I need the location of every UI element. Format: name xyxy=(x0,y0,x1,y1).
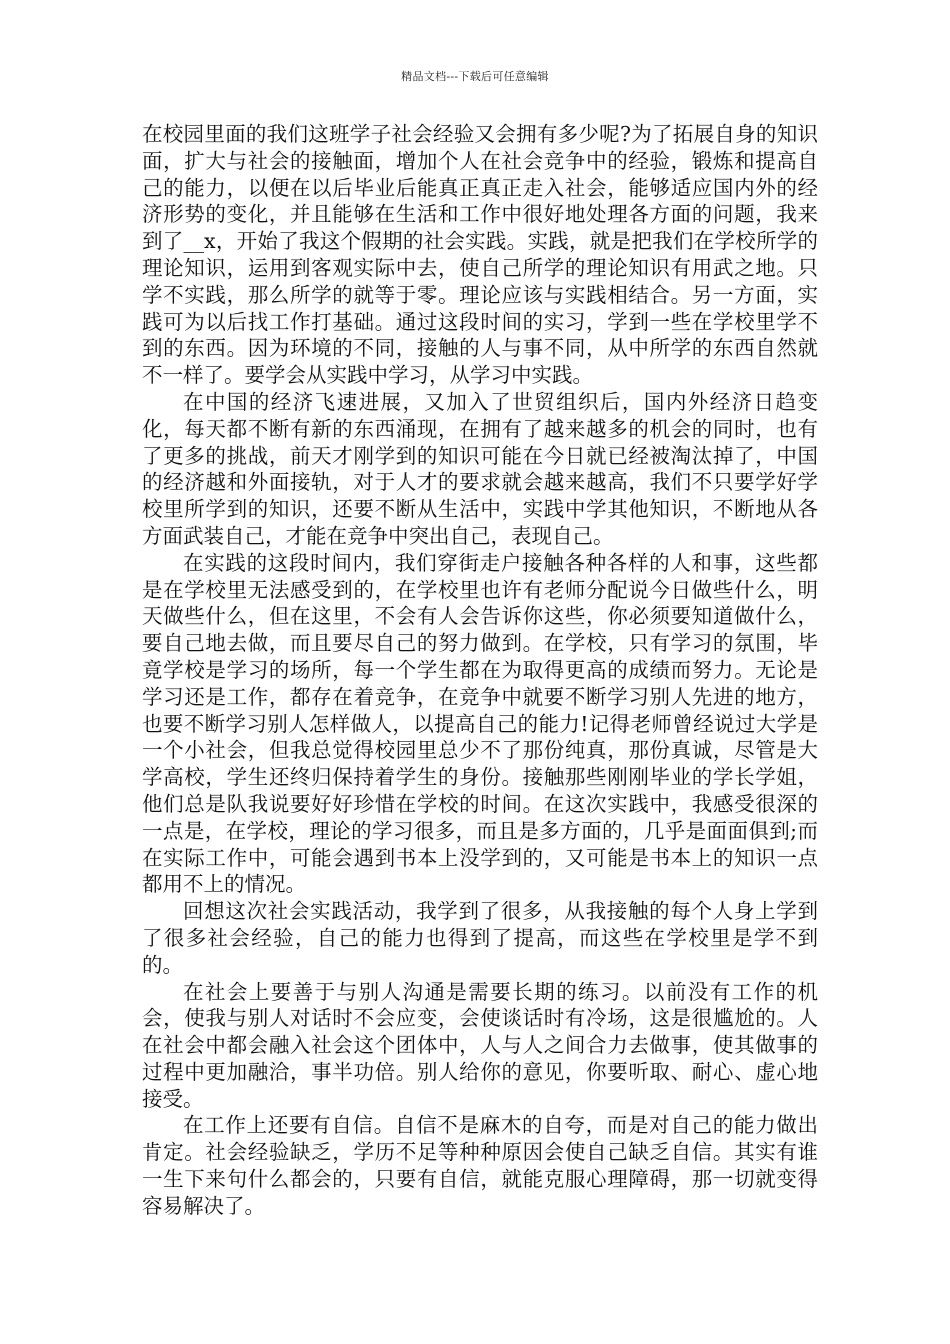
paragraph-4: 回想这次社会实践活动，我学到了很多，从我接触的每个人身上学到了很多社会经验，自己的能力也得到了提高，而这些在学校里是学不到的。 xyxy=(142,899,818,977)
paragraph-5: 在社会上要善于与别人沟通是需要长期的练习。以前没有工作的机会，使我与别人对话时不会应变，会使谈话时有冷场，这是很尴尬的。人在社会中都会融入社会这个团体中，人与人之间合力去做事，使其做事的过程中更加融洽，事半功倍。别人给你的意见，你要听取、耐心、虚心地接受。 xyxy=(142,979,818,1111)
paragraph-3: 在实践的这段时间内，我们穿街走户接触各种各样的人和事，这些都是在学校里无法感受到的，在学校里也许有老师分配说今日做些什么，明天做些什么，但在这里，不会有人会告诉你这些，你必须要知道做什么，要自己地去做，而且要尽自己的努力做到。在学校，只有学习的氛围，毕竟学校是学习的场所，每一个学生都在为取得更高的成绩而努力。无论是学习还是工作，都存在着竞争，在竞争中就要不断学习别人先进的地方，也要不断学习别人怎样做人，以提高自己的能力!记得老师曾经说过大学是一个小社会，但我总觉得校园里总少不了那份纯真，那份真诚，尽管是大学高校，学生还终归保持着学生的身份。接触那些刚刚毕业的学长学姐，他们总是队我说要好好珍惜在学校的时间。在这次实践中，我感受很深的一点是，在学校，理论的学习很多，而且是多方面的，几乎是面面俱到;而在实际工作中，可能会遇到书本上没学到的，又可能是书本上的知识一点都用不上的情况。 xyxy=(142,550,818,897)
document-body xyxy=(142,121,818,1220)
page-header: 精品文档---下载后可任意编辑 xyxy=(401,70,549,83)
paragraph-6: 在工作上还要有自信。自信不是麻木的自夸，而是对自己的能力做出肯定。社会经验缺乏，学历不足等种种原因会使自己缺乏自信。其实有谁一生下来句什么都会的，只要有自信，就能克服心理障碍，那一切就变得容易解决了。 xyxy=(142,1113,818,1218)
paragraph-1: 在校园里面的我们这班学子社会经验又会拥有多少呢?为了拓展自身的知识面，扩大与社会的接触面，增加个人在社会竞争中的经验，锻炼和提高自己的能力，以便在以后毕业后能真正真正走入社会，能够适应国内外的经济形势的变化，并且能够在生活和工作中很好地处理各方面的问题，我来到了__x，开始了我这个假期的社会实践。实践，就是把我们在学校所学的理论知识，运用到客观实际中去，使自己所学的理论知识有用武之地。只学不实践，那么所学的就等于零。理论应该与实践相结合。另一方面，实践可为以后找工作打基础。通过这段时间的实习，学到一些在学校里学不到的东西。因为环境的不同，接触的人与事不同，从中所学的东西自然就不一样了。要学会从实践中学习，从学习中实践。 xyxy=(142,122,818,388)
paragraph-2: 在中国的经济飞速进展，又加入了世贸组织后，国内外经济日趋变化，每天都不断有新的东西涌现，在拥有了越来越多的机会的同时，也有了更多的挑战，前天才刚学到的知识可能在今日就已经被淘汰掉了，中国的经济越和外面接轨，对于人才的要求就会越来越高，我们不只要学好学校里所学到的知识，还要不断从生活中，实践中学其他知识，不断地从各方面武装自己，才能在竞争中突出自己，表现自己。 xyxy=(142,389,818,548)
